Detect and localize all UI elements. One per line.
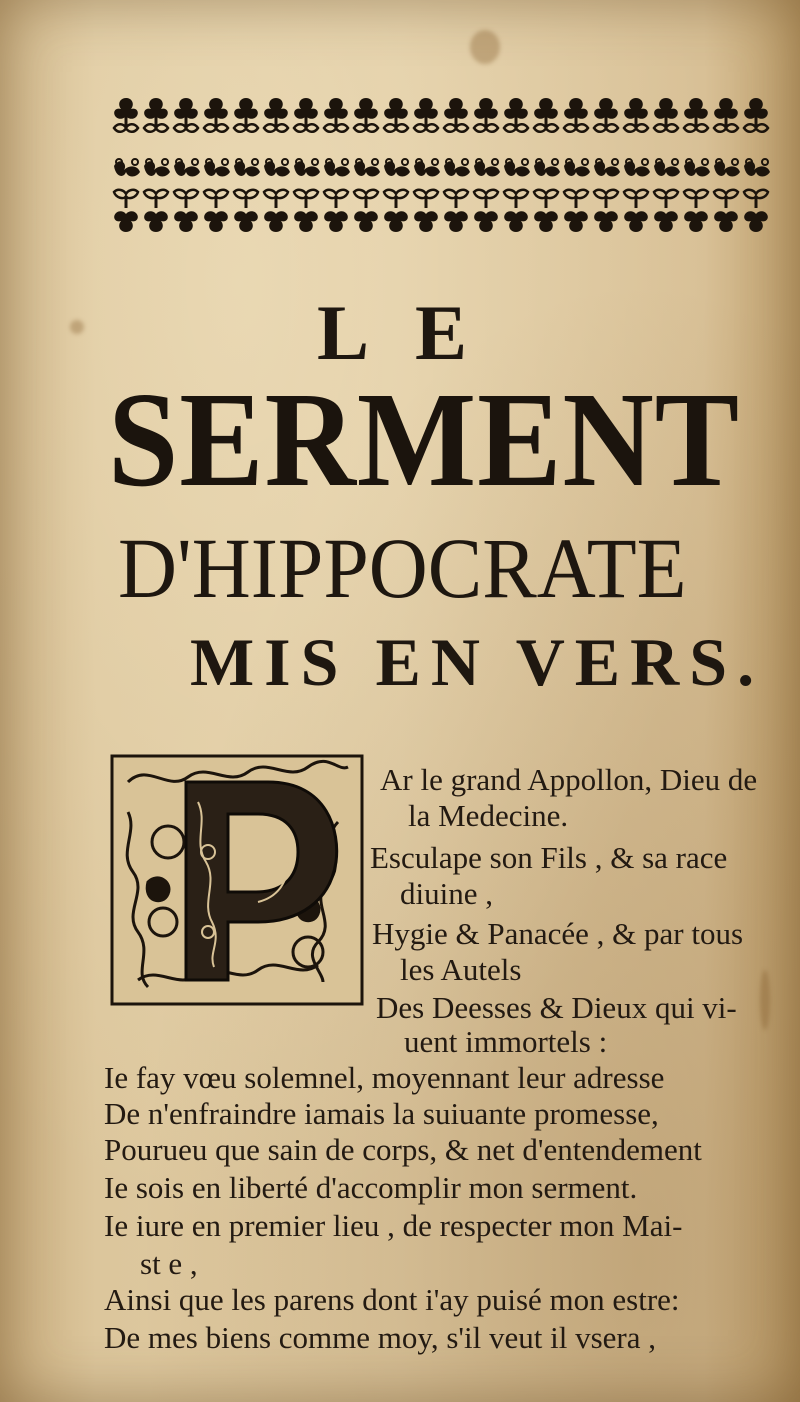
fleuron-glyph	[594, 190, 618, 232]
fleuron-glyph	[474, 190, 498, 232]
fleuron-glyph	[534, 98, 558, 132]
fleuron-glyph	[354, 98, 378, 132]
paper-stain	[760, 970, 770, 1030]
title-le: LE	[316, 289, 514, 376]
fleuron-glyph	[474, 98, 498, 132]
verse-line: Ar le grand Appollon, Dieu de	[380, 762, 758, 797]
verse-line: st e ,	[140, 1246, 198, 1281]
fleuron-glyph	[564, 159, 590, 177]
fleuron-glyph	[114, 98, 138, 132]
title-mis-en-vers: MIS EN VERS.	[190, 624, 765, 700]
fleuron-glyph	[174, 159, 200, 177]
fleuron-glyph	[714, 98, 738, 132]
title-hippocrate: D'HIPPOCRATE	[118, 520, 687, 616]
fleuron-glyph	[234, 159, 260, 177]
fleuron-glyph	[474, 159, 500, 177]
fleuron-glyph	[294, 98, 318, 132]
paper-stain	[470, 30, 500, 64]
fleuron-glyph	[594, 98, 618, 132]
fleuron-glyph	[624, 98, 648, 132]
fleuron-glyph	[144, 98, 168, 132]
fleuron-glyph	[444, 98, 468, 132]
fleuron-glyph	[384, 98, 408, 132]
verse-line: les Autels	[400, 952, 522, 987]
fleuron-glyph	[624, 190, 648, 232]
verse-line: Des Deesses & Dieux qui vi-	[376, 990, 737, 1025]
fleuron-glyph	[564, 98, 588, 132]
fleuron-glyph	[204, 159, 230, 177]
verse-line: Ie sois en liberté d'accomplir mon serment.	[104, 1170, 638, 1205]
fleuron-glyph	[684, 159, 710, 177]
fleuron-glyph	[564, 190, 588, 232]
fleuron-glyph	[444, 190, 468, 232]
fleuron-glyph	[384, 190, 408, 232]
verse-line: diuine ,	[400, 876, 493, 911]
fleuron-glyph	[444, 159, 470, 177]
fleuron-glyph	[744, 159, 770, 177]
fleuron-glyph	[414, 98, 438, 132]
fleuron-glyph	[144, 190, 168, 232]
fleuron-glyph	[654, 98, 678, 132]
fleuron-glyph	[354, 190, 378, 232]
fleuron-glyph	[744, 190, 768, 232]
fleuron-glyph	[654, 190, 678, 232]
fleuron-glyph	[504, 98, 528, 132]
verse-line: la Medecine.	[408, 798, 569, 833]
fleuron-glyph	[534, 190, 558, 232]
fleuron-glyph	[204, 190, 228, 232]
fleuron-glyph	[534, 159, 560, 177]
verse-line: Esculape son Fils , & sa race	[370, 840, 728, 875]
fleuron-glyph	[174, 98, 198, 132]
fleuron-ornament-icon	[108, 92, 780, 242]
fleuron-glyph	[414, 159, 440, 177]
fleuron-glyph	[264, 159, 290, 177]
fleuron-glyph	[234, 98, 258, 132]
fleuron-glyph	[354, 159, 380, 177]
fleuron-glyph	[504, 159, 530, 177]
fleuron-glyph	[654, 159, 680, 177]
verse-line: De n'enfraindre iamais la suiuante promesse,	[104, 1096, 659, 1131]
fleuron-glyph	[324, 159, 350, 177]
fleuron-glyph	[714, 159, 740, 177]
fleuron-glyph	[264, 190, 288, 232]
fleuron-glyph	[744, 98, 768, 132]
fleuron-glyph	[264, 98, 288, 132]
fleuron-glyph	[294, 190, 318, 232]
verse-line: Ainsi que les parens dont i'ay puisé mon estre:	[104, 1282, 680, 1317]
verse-line: Ie iure en premier lieu , de respecter mon Mai-	[104, 1208, 683, 1243]
fleuron-glyph	[144, 159, 170, 177]
fleuron-glyph	[114, 159, 140, 177]
fleuron-glyph	[324, 190, 348, 232]
fleuron-glyph	[684, 190, 708, 232]
fleuron-glyph	[414, 190, 438, 232]
verse-line: De mes biens comme moy, s'il veut il vsera ,	[104, 1320, 656, 1355]
fleuron-glyph	[684, 98, 708, 132]
fleuron-glyph	[174, 190, 198, 232]
verse-line: Ie fay vœu solemnel, moyennant leur adresse	[104, 1060, 665, 1095]
fleuron-glyph	[204, 98, 228, 132]
fleuron-glyph	[384, 159, 410, 177]
fleuron-glyph	[624, 159, 650, 177]
verse-line: Hygie & Panacée , & par tous	[372, 916, 744, 951]
fleuron-glyph	[714, 190, 738, 232]
fleuron-glyph	[504, 190, 528, 232]
fleuron-glyph	[234, 190, 258, 232]
fleuron-glyph	[294, 159, 320, 177]
verse-line: uent immortels :	[404, 1024, 608, 1059]
verse-line: Pourueu que sain de corps, & net d'entendement	[104, 1132, 702, 1167]
fleuron-glyph	[594, 159, 620, 177]
ornamental-initial-p-icon	[108, 752, 366, 1008]
fleuron-glyph	[324, 98, 348, 132]
fleuron-glyph	[114, 190, 138, 232]
title-serment: SERMENT	[108, 365, 740, 515]
